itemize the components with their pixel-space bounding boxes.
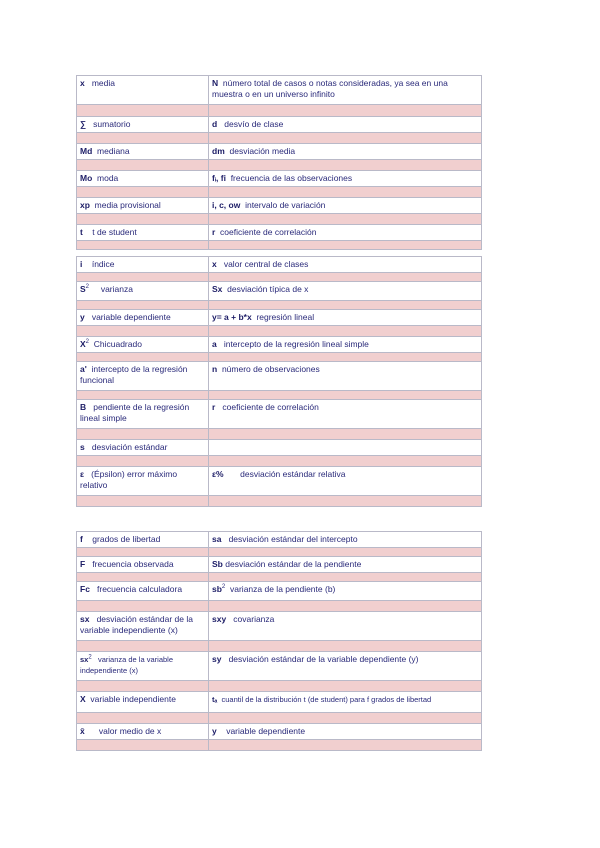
spacer-row [77,573,482,582]
symbol: s [80,442,85,452]
spacer-row [77,429,482,440]
definition: desviación estándar de la pendiente [225,559,362,569]
definition: sumatorio [93,119,131,129]
definition: frecuencia de las observaciones [230,173,353,183]
spacer-row [77,496,482,507]
symbol: B [80,402,87,412]
superscript: 2 [85,339,90,346]
symbol: Fc [80,584,90,594]
table-row [77,532,482,548]
symbol: d [212,119,218,129]
superscript: 2 [88,654,92,661]
symbol: Sb [212,559,223,569]
definition: (Épsilon) error máximo relativo [80,469,178,490]
definition: coeficiente de correlación [220,227,317,237]
table-row [77,310,482,326]
notation-table-1 [76,75,482,250]
notation-table-3 [76,531,482,751]
definition: intercepto de la regresión lineal simple [223,339,369,349]
symbol: sy [212,654,222,664]
definition: varianza de la pendiente (b) [230,584,336,594]
definition: frecuencia calculadora [97,584,183,594]
symbol: ε [80,469,85,479]
spacer-row [77,641,482,652]
definition: coeficiente de correlación [222,402,319,412]
definition: Chicuadrado [93,339,142,349]
symbol: f [80,534,83,544]
symbol: sx [80,614,90,624]
definition: número total de casos o notas consideradas, ya sea en una muestra o en un universo infinito [212,78,448,99]
definition: índice [91,259,115,269]
spacer-row [77,326,482,337]
table-row [77,692,482,713]
definition: variable independiente [90,694,176,704]
definition: valor central de clases [223,259,309,269]
definition: grados de libertad [92,534,161,544]
superscript: 2 [221,584,226,591]
table-row [77,582,482,601]
definition: desvío de clase [224,119,284,129]
symbol: tₐ [212,695,218,704]
table-row [77,225,482,241]
symbol: sa [212,534,222,544]
spacer-row [77,456,482,467]
definition: desviación estándar [91,442,168,452]
symbol: Md [80,146,93,156]
definition: covarianza [233,614,275,624]
symbol: sxy [212,614,227,624]
spacer-row [77,214,482,225]
definition: cuantil de la distribución t (de student) para f grados de libertad [221,695,432,704]
table-row [77,198,482,214]
symbol: a [212,339,217,349]
spacer-row [77,301,482,310]
definition: t de student [92,227,137,237]
table-row [77,117,482,133]
definition: pendiente de la regresión lineal simple [80,402,190,423]
symbol: ∑ [80,119,87,129]
table-row [77,724,482,740]
definition: intercepto de la regresión funcional [80,364,188,385]
symbol: F [80,559,86,569]
symbol: r [212,402,216,412]
spacer-row [77,740,482,751]
table-row [77,171,482,187]
definition: desviación estándar relativa [240,469,346,479]
definition: varianza [100,284,133,294]
spacer-row [77,353,482,362]
symbol: t [80,227,83,237]
spacer-row [77,105,482,117]
symbol: r [212,227,216,237]
definition: mediana [97,146,130,156]
symbol: i, c, ow [212,200,241,210]
symbol: x [212,259,217,269]
table-row [77,76,482,105]
definition: frecuencia observada [92,559,174,569]
symbol: X [80,339,86,349]
symbol: y [212,726,217,736]
spacer-row [77,187,482,198]
definition: intervalo de variación [245,200,326,210]
symbol: N [212,78,219,88]
symbol: y= a + b*x [212,312,252,322]
definition: desviación media [229,146,296,156]
spacer-row [77,391,482,400]
definition: media [91,78,115,88]
definition: varianza de la variable independiente (x) [80,655,173,675]
definition: variable dependiente [91,312,171,322]
table-row [77,652,482,681]
superscript: 2 [85,284,90,291]
symbol: sx [80,655,89,664]
table-row [77,337,482,353]
symbol: xp [80,200,90,210]
symbol: sb [212,584,222,594]
symbol: y [80,312,85,322]
definition: media provisional [94,200,161,210]
table-row [77,557,482,573]
symbol: X [80,694,86,704]
definition: valor medio de x [98,726,162,736]
symbol: Sx [212,284,223,294]
symbol: x [80,78,85,88]
spacer-row [77,133,482,144]
definition: desviación típica de x [227,284,309,294]
symbol: fᵢ, fi [212,173,226,183]
spacer-row [77,601,482,612]
symbol: a' [80,364,87,374]
spacer-row [77,681,482,692]
symbol: dm [212,146,225,156]
table-row [77,467,482,496]
spacer-row [77,548,482,557]
definition: regresión lineal [256,312,315,322]
table-row [77,282,482,301]
symbol: S [80,284,86,294]
table-row [77,440,482,456]
table-row [77,257,482,273]
symbol: i [80,259,83,269]
definition: desviación estándar de la variable dependiente (y) [228,654,419,664]
symbol: x̄ [80,726,85,736]
definition: número de observaciones [221,364,320,374]
table-row [77,400,482,429]
symbol: ε% [212,469,224,479]
table-row [77,612,482,641]
table-row [77,144,482,160]
spacer-row [77,713,482,724]
definition: moda [97,173,119,183]
symbol: n [212,364,218,374]
spacer-row [77,273,482,282]
definition: desviación estándar del intercepto [228,534,358,544]
notation-table-2 [76,256,482,507]
definition: desviación estándar de la variable independiente (x) [80,614,193,635]
spacer-row [77,160,482,171]
table-row [77,362,482,391]
spacer-row [77,241,482,250]
definition: variable dependiente [226,726,306,736]
symbol: Mo [80,173,93,183]
